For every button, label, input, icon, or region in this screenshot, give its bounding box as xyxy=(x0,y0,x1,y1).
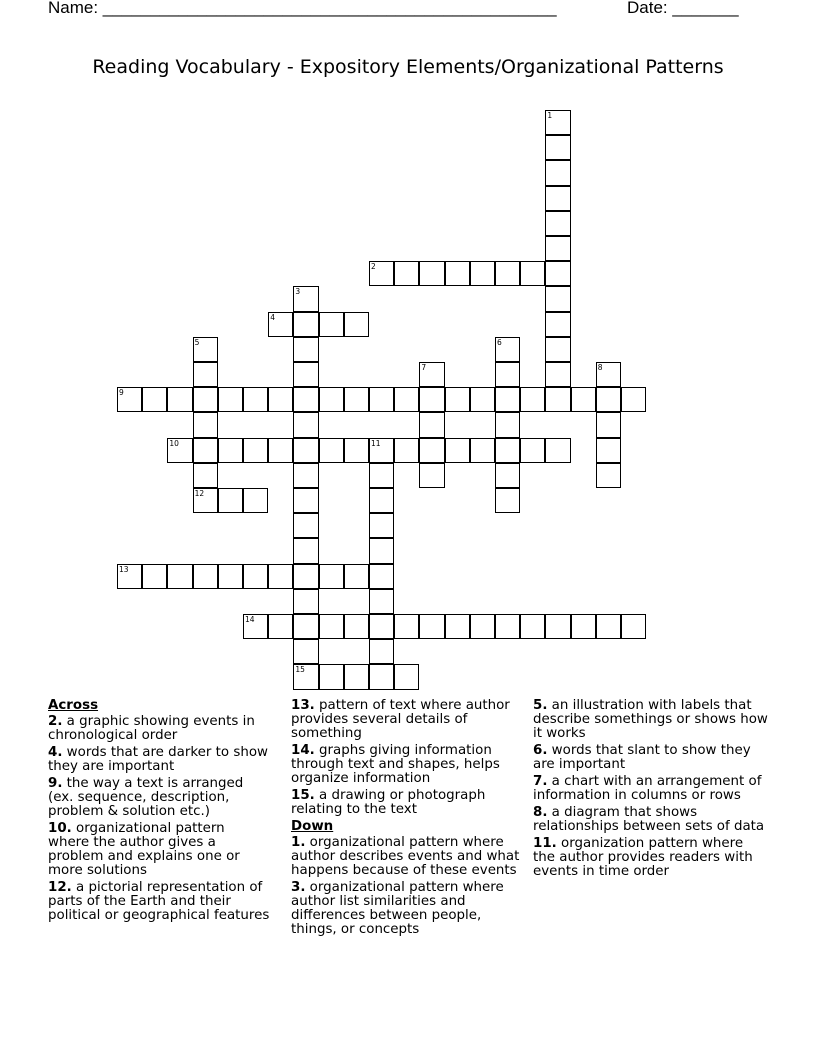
crossword-cell[interactable] xyxy=(495,337,520,362)
crossword-cell[interactable] xyxy=(596,614,621,639)
clue-item xyxy=(291,744,527,786)
clue-text: words that are darker to show they are important xyxy=(48,745,268,774)
clue-column-1 xyxy=(48,699,270,926)
crossword-cell[interactable] xyxy=(545,362,570,387)
clue-number: 9 xyxy=(119,388,124,398)
crossword-cell[interactable] xyxy=(470,614,495,639)
crossword-cell[interactable] xyxy=(344,614,369,639)
crossword-cell[interactable] xyxy=(394,261,419,286)
clue-text: organizational pattern where author list similarities and differences between people, things, or concepts xyxy=(291,880,504,937)
clue-item xyxy=(533,699,769,741)
clue-text: a graphic showing events in chronological order xyxy=(48,714,255,743)
crossword-cell[interactable] xyxy=(520,438,545,463)
clue-number-label: 11. xyxy=(533,836,557,851)
crossword-cell[interactable] xyxy=(596,362,621,387)
crossword-cell[interactable] xyxy=(495,488,520,513)
crossword-cell[interactable] xyxy=(344,312,369,337)
crossword-cell[interactable] xyxy=(293,312,318,337)
across-clue-list xyxy=(48,715,270,923)
crossword-cell[interactable] xyxy=(268,438,293,463)
crossword-cell[interactable] xyxy=(193,564,218,589)
crossword-cell[interactable] xyxy=(369,664,394,689)
crossword-cell[interactable] xyxy=(445,438,470,463)
clue-number: 2 xyxy=(371,262,376,272)
clue-number: 7 xyxy=(421,363,427,372)
crossword-cell[interactable] xyxy=(545,135,570,160)
crossword-cell[interactable] xyxy=(344,438,369,463)
crossword-cell[interactable] xyxy=(495,261,520,286)
crossword-cell[interactable] xyxy=(243,488,268,513)
crossword-cell[interactable] xyxy=(596,463,621,488)
clue-item xyxy=(533,806,769,834)
crossword-cell[interactable] xyxy=(344,664,369,689)
crossword-cell[interactable] xyxy=(293,286,318,311)
clue-text: organizational pattern where author describes events and what happens because of these events xyxy=(291,835,520,878)
crossword-cell[interactable] xyxy=(621,614,646,639)
clue-text: graphs giving information through text and shapes, helps organize information xyxy=(291,743,500,786)
crossword-cell[interactable] xyxy=(419,261,444,286)
crossword-cell[interactable] xyxy=(193,438,218,463)
clue-text: a drawing or photograph relating to the text xyxy=(291,788,486,817)
clue-item xyxy=(291,836,527,878)
crossword-cell[interactable] xyxy=(419,463,444,488)
crossword-cell[interactable] xyxy=(520,614,545,639)
clue-number: 15 xyxy=(295,665,305,675)
crossword-cell[interactable] xyxy=(495,438,520,463)
crossword-cell[interactable] xyxy=(545,614,570,639)
crossword-cell[interactable] xyxy=(268,614,293,639)
crossword-cell[interactable] xyxy=(369,261,394,286)
crossword-cell[interactable] xyxy=(470,261,495,286)
crossword-cell[interactable] xyxy=(495,614,520,639)
crossword-cell[interactable] xyxy=(369,589,394,614)
clue-text: a chart with an arrangement of information in columns or rows xyxy=(533,774,762,803)
crossword-cell[interactable] xyxy=(243,387,268,412)
crossword-cell[interactable] xyxy=(596,412,621,437)
crossword-cell[interactable] xyxy=(293,337,318,362)
clue-number: 10 xyxy=(169,438,179,448)
crossword-cell[interactable] xyxy=(369,387,394,412)
crossword-cell[interactable] xyxy=(167,387,192,412)
crossword-cell[interactable] xyxy=(117,387,142,412)
crossword-cell[interactable] xyxy=(293,564,318,589)
crossword-cell[interactable] xyxy=(193,463,218,488)
crossword-cell[interactable] xyxy=(545,312,570,337)
crossword-cell[interactable] xyxy=(495,463,520,488)
crossword-cell[interactable] xyxy=(369,488,394,513)
crossword-cell[interactable] xyxy=(117,564,142,589)
crossword-cell[interactable] xyxy=(369,564,394,589)
crossword-cell[interactable] xyxy=(268,387,293,412)
crossword-cell[interactable] xyxy=(545,337,570,362)
clue-item xyxy=(533,744,769,772)
down-clue-list xyxy=(291,836,527,937)
crossword-cell[interactable] xyxy=(268,312,293,337)
clue-number-label: 13. xyxy=(291,698,315,713)
clue-item xyxy=(48,881,270,923)
crossword-cell[interactable] xyxy=(293,639,318,664)
crossword-cell[interactable] xyxy=(293,412,318,437)
clue-text: organization pattern where the author provides readers with events in time order xyxy=(533,836,753,879)
crossword-cell[interactable] xyxy=(571,614,596,639)
crossword-cell[interactable] xyxy=(545,438,570,463)
clue-number-label: 14. xyxy=(291,743,315,758)
clue-number-label: 1. xyxy=(291,835,306,850)
crossword-cell[interactable] xyxy=(319,564,344,589)
crossword-cell[interactable] xyxy=(369,463,394,488)
clue-number: 8 xyxy=(597,363,603,372)
clue-text: pattern of text where author provides several details of something xyxy=(291,698,510,741)
crossword-cell[interactable] xyxy=(394,664,419,689)
crossword-cell[interactable] xyxy=(193,488,218,513)
crossword-cell[interactable] xyxy=(445,387,470,412)
crossword-cell[interactable] xyxy=(293,463,318,488)
clue-number: 6 xyxy=(497,337,502,347)
crossword-cell[interactable] xyxy=(218,387,243,412)
crossword-cell[interactable] xyxy=(394,387,419,412)
down-clue-list-continued xyxy=(533,699,769,879)
crossword-cell[interactable] xyxy=(545,236,570,261)
clue-number: 13 xyxy=(119,564,129,574)
crossword-cell[interactable] xyxy=(167,438,192,463)
clue-item xyxy=(291,789,527,817)
crossword-cell[interactable] xyxy=(243,564,268,589)
clue-number: 11 xyxy=(371,438,381,448)
date-line: Date: _______ xyxy=(627,0,739,17)
crossword-cell[interactable] xyxy=(319,664,344,689)
across-heading: Across xyxy=(48,698,99,713)
crossword-cell[interactable] xyxy=(419,412,444,437)
clue-number-label: 9. xyxy=(48,776,63,791)
name-line: Name: ________________________________________________ xyxy=(48,0,557,17)
crossword-cell[interactable] xyxy=(218,438,243,463)
crossword-cell[interactable] xyxy=(470,387,495,412)
crossword-cell[interactable] xyxy=(495,412,520,437)
clue-number-label: 15. xyxy=(291,788,315,803)
clue-number-label: 4. xyxy=(48,745,63,760)
clue-number-label: 10. xyxy=(48,821,72,836)
crossword-cell[interactable] xyxy=(293,513,318,538)
clue-item xyxy=(48,715,270,743)
clue-number: 14 xyxy=(245,615,255,624)
crossword-cell[interactable] xyxy=(545,387,570,412)
crossword-cell[interactable] xyxy=(167,564,192,589)
crossword-cell[interactable] xyxy=(445,261,470,286)
crossword-cell[interactable] xyxy=(293,614,318,639)
clue-item xyxy=(533,775,769,803)
crossword-cell[interactable] xyxy=(293,362,318,387)
clue-number-label: 2. xyxy=(48,714,63,729)
clue-text: an illustration with labels that describe somethings or shows how it works xyxy=(533,698,768,741)
clue-text: a pictorial representation of parts of the Earth and their political or geographical features xyxy=(48,880,270,923)
clue-number: 3 xyxy=(295,287,301,297)
crossword-cell[interactable] xyxy=(369,513,394,538)
crossword-cell[interactable] xyxy=(621,387,646,412)
crossword-cell[interactable] xyxy=(193,412,218,437)
clue-item xyxy=(48,822,270,878)
clue-text: the way a text is arranged (ex. sequence, description, problem & solution etc.) xyxy=(48,776,244,819)
crossword-cell[interactable] xyxy=(419,362,444,387)
crossword-cell[interactable] xyxy=(470,438,495,463)
crossword-cell[interactable] xyxy=(142,564,167,589)
crossword-cell[interactable] xyxy=(445,614,470,639)
crossword-cell[interactable] xyxy=(419,387,444,412)
crossword-cell[interactable] xyxy=(545,160,570,185)
crossword-cell[interactable] xyxy=(369,438,394,463)
crossword-cell[interactable] xyxy=(142,387,167,412)
page-title: Reading Vocabulary - Expository Elements/Organizational Patterns xyxy=(92,56,724,78)
crossword-cell[interactable] xyxy=(293,538,318,563)
clue-number-label: 8. xyxy=(533,805,548,820)
clue-item xyxy=(291,881,527,937)
crossword-cell[interactable] xyxy=(520,387,545,412)
crossword-cell[interactable] xyxy=(293,438,318,463)
clue-item xyxy=(48,746,270,774)
crossword-cell[interactable] xyxy=(545,186,570,211)
crossword-cell[interactable] xyxy=(495,362,520,387)
clue-item xyxy=(533,837,769,879)
crossword-cell[interactable] xyxy=(596,387,621,412)
clue-item xyxy=(291,699,527,741)
crossword-cell[interactable] xyxy=(545,211,570,236)
crossword-cell[interactable] xyxy=(596,438,621,463)
crossword-cell[interactable] xyxy=(419,614,444,639)
crossword-cell[interactable] xyxy=(293,664,318,689)
clue-column-2 xyxy=(291,699,527,940)
clue-number-label: 12. xyxy=(48,880,72,895)
crossword-cell[interactable] xyxy=(369,639,394,664)
crossword-cell[interactable] xyxy=(369,614,394,639)
crossword-cell[interactable] xyxy=(268,564,293,589)
clue-item xyxy=(48,777,270,819)
crossword-cell[interactable] xyxy=(319,387,344,412)
clue-number-label: 7. xyxy=(533,774,548,789)
clue-column-3 xyxy=(533,699,769,882)
crossword-cell[interactable] xyxy=(193,337,218,362)
crossword-cell[interactable] xyxy=(293,488,318,513)
crossword-cell[interactable] xyxy=(243,438,268,463)
clue-number: 4 xyxy=(270,312,275,322)
crossword-cell[interactable] xyxy=(394,614,419,639)
crossword-cell[interactable] xyxy=(243,614,268,639)
clue-number-label: 5. xyxy=(533,698,548,713)
crossword-cell[interactable] xyxy=(218,564,243,589)
clue-number-label: 6. xyxy=(533,743,548,758)
clue-text: a diagram that shows relationships between sets of data xyxy=(533,805,765,834)
crossword-cell[interactable] xyxy=(293,589,318,614)
clue-number: 12 xyxy=(194,489,205,498)
clue-number: 1 xyxy=(547,111,553,120)
crossword-cell[interactable] xyxy=(193,387,218,412)
crossword-cell[interactable] xyxy=(293,387,318,412)
crossword-cell[interactable] xyxy=(319,614,344,639)
across-clue-list-continued xyxy=(291,699,527,817)
crossword-cell[interactable] xyxy=(520,261,545,286)
crossword-cell[interactable] xyxy=(545,261,570,286)
clue-text: words that slant to show they are important xyxy=(533,743,751,772)
crossword-cell[interactable] xyxy=(344,387,369,412)
down-heading: Down xyxy=(291,819,334,834)
crossword-cell[interactable] xyxy=(545,286,570,311)
crossword-cell[interactable] xyxy=(193,362,218,387)
crossword-cell[interactable] xyxy=(344,564,369,589)
clue-text: organizational pattern where the author gives a problem and explains one or more solutions xyxy=(48,821,240,878)
crossword-cell[interactable] xyxy=(369,538,394,563)
crossword-cell[interactable] xyxy=(319,438,344,463)
crossword-cell[interactable] xyxy=(394,438,419,463)
crossword-cell[interactable] xyxy=(571,387,596,412)
crossword-cell[interactable] xyxy=(319,312,344,337)
crossword-cell[interactable] xyxy=(495,387,520,412)
crossword-cell[interactable] xyxy=(218,488,243,513)
clue-number: 5 xyxy=(194,337,200,347)
crossword-cell[interactable] xyxy=(545,110,570,135)
crossword-cell[interactable] xyxy=(419,438,444,463)
clue-number-label: 3. xyxy=(291,880,306,895)
